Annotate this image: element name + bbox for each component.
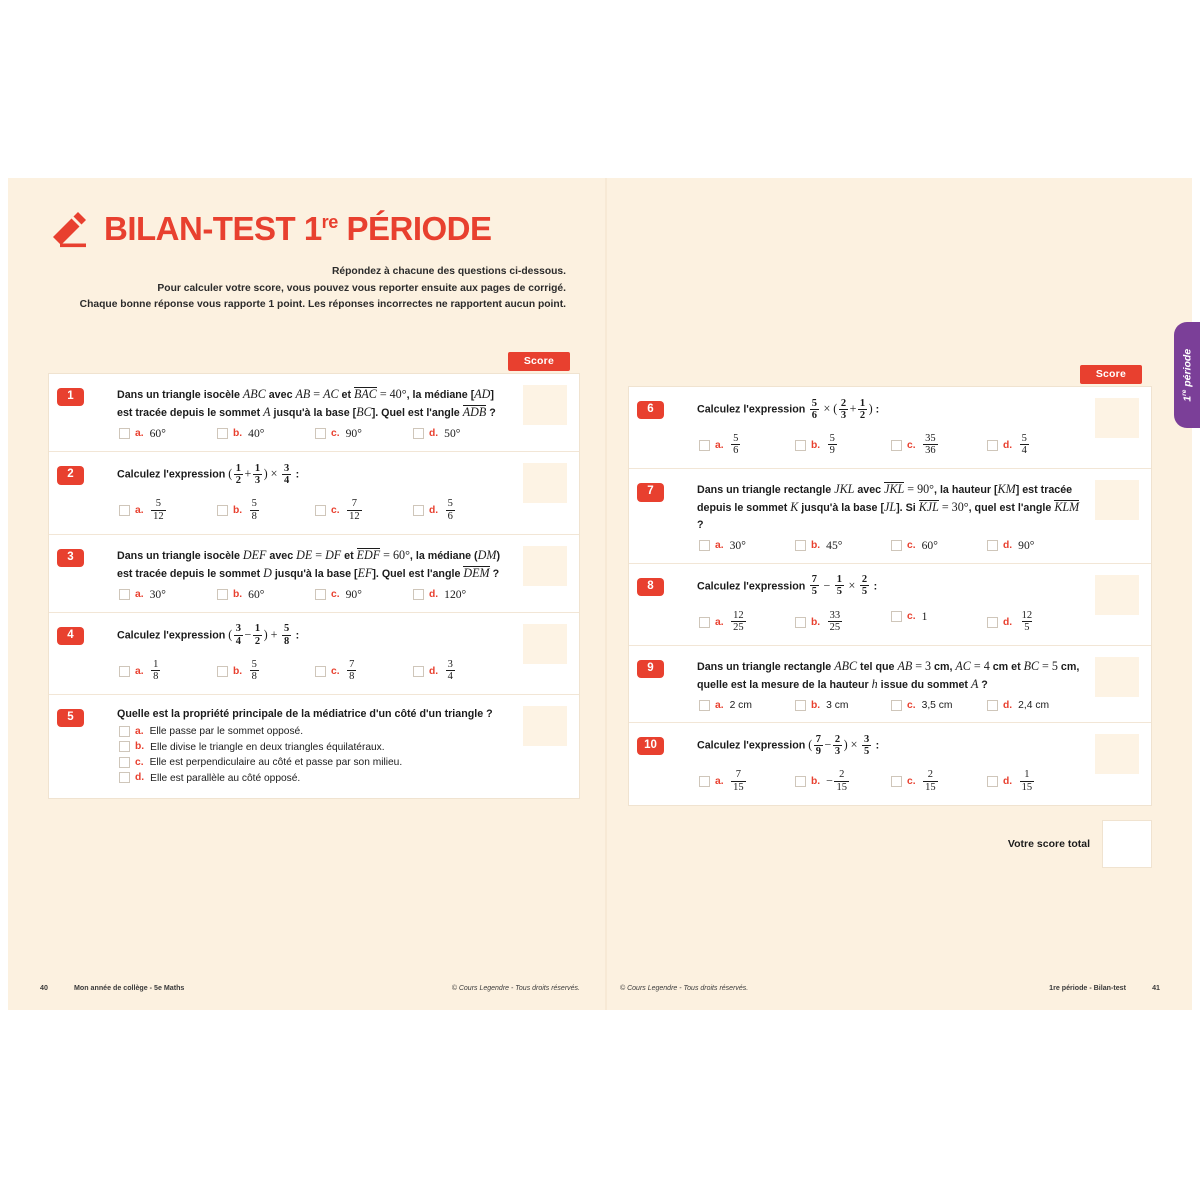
option-value: $\frac{33}{25}$: [829, 609, 841, 634]
question-body: [697, 723, 1089, 804]
option-value: − $\frac{2}{15}$: [826, 769, 847, 793]
footer-page-number: 41: [1152, 984, 1160, 992]
option-letter: b.: [135, 741, 145, 753]
score-input-box[interactable]: [1095, 575, 1139, 615]
answer-checkbox[interactable]: [891, 611, 902, 622]
option-letter: b.: [233, 588, 243, 600]
option-letter: a.: [715, 439, 724, 451]
option-letter: b.: [811, 616, 821, 628]
question-list-left: [48, 373, 580, 799]
total-score-label: Votre score total: [1007, 837, 1090, 850]
option-group: [117, 427, 511, 440]
option-value: 1: [921, 610, 928, 624]
answer-checkbox[interactable]: [699, 440, 710, 451]
score-input-box[interactable]: [1095, 657, 1139, 697]
answer-option[interactable]: [413, 588, 511, 601]
option-value: Elle divise le triangle en deux triangles équilatéraux.: [150, 741, 385, 753]
answer-checkbox[interactable]: [699, 540, 710, 551]
answer-checkbox[interactable]: [217, 428, 228, 439]
answer-checkbox[interactable]: [217, 666, 228, 677]
question-body: [117, 535, 517, 612]
option-value: Elle est parallèle au côté opposé.: [150, 772, 301, 784]
option-group: [117, 660, 511, 684]
option-value: 3,5 cm: [921, 700, 953, 712]
answer-checkbox[interactable]: [119, 772, 130, 783]
answer-checkbox[interactable]: [315, 505, 326, 516]
footer-copyright: © Cours Legendre - Tous droits réservés.: [620, 985, 749, 992]
answer-option[interactable]: [217, 499, 315, 523]
question-number-badge: 4: [57, 627, 84, 645]
right-page: [600, 178, 1192, 1010]
answer-option[interactable]: [987, 539, 1083, 552]
answer-checkbox[interactable]: [217, 589, 228, 600]
question-number-cell: [629, 564, 697, 645]
question-row: [49, 374, 579, 452]
question-text: Quelle est la propriété principale de la médiatrice d'un côté d'un triangle ?: [117, 708, 493, 721]
option-value: 90°: [1018, 538, 1035, 552]
answer-checkbox[interactable]: [119, 666, 130, 677]
question-number-cell: [629, 723, 697, 804]
question-number-badge: 9: [637, 660, 664, 678]
answer-option[interactable]: [795, 699, 891, 711]
question-number-cell: [49, 535, 117, 612]
option-letter: d.: [1003, 616, 1013, 628]
answer-option[interactable]: [217, 427, 315, 440]
option-letter: b.: [233, 505, 243, 517]
page-header: [48, 178, 580, 250]
option-value: $\frac{1}{15}$: [1021, 769, 1033, 793]
answer-option[interactable]: [315, 660, 413, 684]
period-side-tab[interactable]: [1174, 322, 1200, 428]
score-cell: [517, 374, 579, 451]
answer-checkbox[interactable]: [891, 440, 902, 451]
option-value: $\frac{5}{12}$: [153, 498, 164, 522]
option-group: [117, 499, 511, 523]
footer-section: 1re période - Bilan-test: [1049, 984, 1126, 992]
option-letter: d.: [429, 665, 439, 677]
answer-option[interactable]: [795, 539, 891, 552]
score-cell: [1089, 646, 1151, 722]
answer-option[interactable]: [413, 499, 511, 523]
question-body: [697, 646, 1089, 722]
option-letter: b.: [233, 665, 243, 677]
option-letter: c.: [331, 428, 340, 440]
option-value: 90°: [345, 427, 362, 441]
option-value: $\frac{35}{36}$: [925, 433, 936, 457]
option-value: $\frac{3}{4}$: [447, 659, 453, 683]
score-input-box[interactable]: [1095, 480, 1139, 520]
score-input-box[interactable]: [523, 463, 567, 503]
question-number-badge: 8: [637, 578, 664, 596]
answer-option[interactable]: [795, 434, 891, 458]
question-body: [117, 374, 517, 451]
answer-checkbox[interactable]: [987, 776, 998, 787]
score-badge: Score: [508, 352, 570, 371]
page-title: [104, 210, 492, 248]
answer-option[interactable]: [987, 699, 1083, 711]
answer-option[interactable]: [697, 610, 795, 634]
question-body: [697, 564, 1089, 645]
option-letter: c.: [907, 539, 916, 551]
answer-checkbox[interactable]: [119, 741, 130, 752]
question-row: [49, 535, 579, 613]
answer-checkbox[interactable]: [413, 428, 424, 439]
option-value: 60°: [921, 538, 938, 552]
score-cell: [517, 452, 579, 533]
answer-checkbox[interactable]: [891, 540, 902, 551]
option-value: 3 cm: [826, 700, 849, 712]
option-value: $\frac{5}{8}$: [251, 498, 257, 522]
option-value: 40°: [248, 427, 265, 441]
answer-option[interactable]: [891, 699, 987, 711]
score-header-right: [628, 365, 1152, 384]
question-text: Calculez l'expression $\frac{5}{6}$ × ( $\frac{2}{3}$ + $\frac{1}{2}$ ) :: [697, 397, 880, 421]
answer-checkbox[interactable]: [315, 428, 326, 439]
score-cell: [517, 613, 579, 694]
question-body: [697, 387, 1089, 468]
title-rest: PÉRIODE: [337, 210, 492, 247]
answer-checkbox[interactable]: [987, 440, 998, 451]
answer-option[interactable]: [217, 588, 315, 601]
answer-checkbox[interactable]: [987, 540, 998, 551]
answer-checkbox[interactable]: [699, 700, 710, 711]
answer-checkbox[interactable]: [795, 617, 806, 628]
answer-checkbox[interactable]: [413, 666, 424, 677]
option-value: 30°: [729, 538, 746, 552]
answer-checkbox[interactable]: [315, 589, 326, 600]
answer-option[interactable]: [117, 756, 511, 768]
option-letter: d.: [429, 588, 439, 600]
option-value: $\frac{2}{15}$: [925, 769, 936, 793]
question-number-cell: [49, 452, 117, 533]
option-group: [697, 539, 1083, 552]
question-number-badge: 1: [57, 388, 84, 406]
question-row: [49, 452, 579, 534]
option-letter: a.: [715, 776, 724, 788]
footer-left: [8, 984, 600, 992]
answer-option[interactable]: [987, 770, 1083, 794]
option-letter: b.: [811, 776, 821, 788]
answer-checkbox[interactable]: [119, 589, 130, 600]
answer-checkbox[interactable]: [119, 726, 130, 737]
option-letter: c.: [907, 439, 916, 451]
score-input-box[interactable]: [1095, 398, 1139, 438]
option-value: $\frac{7}{8}$: [349, 659, 355, 683]
option-letter: c.: [907, 776, 916, 788]
question-number-badge: 5: [57, 709, 84, 727]
option-letter: a.: [135, 588, 144, 600]
option-value: 45°: [826, 538, 843, 552]
option-letter: d.: [1003, 439, 1013, 451]
score-input-box[interactable]: [523, 385, 567, 425]
option-value: $\frac{7}{12}$: [349, 498, 360, 522]
option-letter: d.: [429, 505, 439, 517]
answer-checkbox[interactable]: [795, 440, 806, 451]
intro-line-3: Chaque bonne réponse vous rapporte 1 point. Les réponses incorrectes ne rapportent aucun point.: [79, 299, 566, 311]
answer-option[interactable]: [891, 610, 987, 623]
question-row: [629, 564, 1151, 646]
answer-checkbox[interactable]: [119, 757, 130, 768]
option-value: $\frac{5}{6}$: [447, 498, 453, 522]
option-group: [697, 434, 1083, 458]
answer-checkbox[interactable]: [987, 700, 998, 711]
answer-checkbox[interactable]: [413, 505, 424, 516]
score-badge: Score: [1080, 365, 1142, 384]
option-value: 30°: [149, 587, 166, 601]
answer-option[interactable]: [117, 772, 511, 784]
answer-option[interactable]: [117, 588, 217, 601]
question-body: [117, 452, 517, 533]
question-number-cell: [49, 613, 117, 694]
answer-checkbox[interactable]: [315, 666, 326, 677]
option-value: Elle passe par le sommet opposé.: [149, 726, 304, 738]
answer-option[interactable]: [697, 770, 795, 794]
score-cell: [1089, 564, 1151, 645]
question-text: Dans un triangle rectangle JKL avec JKL = 90°, la hauteur [KM] est tracée depuis le sommet K jusqu'à la base [JL]. Si KJL = 30°, quel est l'angle KLM ?: [697, 482, 1080, 531]
question-number-badge: 3: [57, 549, 84, 567]
question-number-cell: [629, 646, 697, 722]
score-input-box[interactable]: [523, 706, 567, 746]
question-number-cell: [629, 387, 697, 468]
option-value: 90°: [345, 587, 362, 601]
answer-checkbox[interactable]: [413, 589, 424, 600]
answer-option[interactable]: [315, 499, 413, 523]
answer-option[interactable]: [891, 434, 987, 458]
footer-copyright: © Cours Legendre - Tous droits réservés.: [451, 985, 580, 992]
answer-option[interactable]: [117, 427, 217, 440]
question-number-badge: 2: [57, 466, 84, 484]
question-number-cell: [49, 695, 117, 798]
answer-option[interactable]: [315, 588, 413, 601]
score-cell: [1089, 723, 1151, 804]
option-value: $\frac{7}{15}$: [733, 769, 744, 793]
question-row: [49, 695, 579, 798]
question-number-cell: [49, 374, 117, 451]
answer-option[interactable]: [795, 610, 891, 634]
question-row: [629, 723, 1151, 804]
workbook-spread: [8, 178, 1192, 1010]
question-text: Calculez l'expression ( $\frac{7}{9}$ − $\frac{2}{3}$ ) × $\frac{3}{5}$ :: [697, 733, 880, 758]
option-group: [697, 699, 1083, 711]
option-letter: d.: [1003, 699, 1013, 711]
score-cell: [517, 535, 579, 612]
question-text: Dans un triangle isocèle DEF avec DE = DF et EDF = 60°, la médiane (DM) est tracée depuis le sommet D jusqu'à la base [EF]. Quel est l'angle DEM ?: [117, 547, 500, 580]
answer-checkbox[interactable]: [795, 700, 806, 711]
option-letter: c.: [135, 756, 144, 768]
option-letter: b.: [233, 428, 243, 440]
option-value: $\frac{5}{4}$: [1021, 433, 1027, 457]
question-row: [629, 646, 1151, 723]
question-body: [117, 695, 517, 798]
question-text: Dans un triangle isocèle ABC avec AB = AC et BAC = 40°, la médiane [AD] est tracée depuis le sommet A jusqu'à la base [BC]. Quel est l'angle ADB ?: [117, 387, 496, 420]
option-letter: c.: [907, 699, 916, 711]
total-score-row: [628, 820, 1152, 868]
option-value: $\frac{1}{8}$: [153, 659, 159, 683]
option-group: [117, 725, 511, 784]
option-group: [697, 770, 1083, 794]
option-letter: d.: [1003, 539, 1013, 551]
answer-option[interactable]: [217, 660, 315, 684]
answer-checkbox[interactable]: [699, 776, 710, 787]
answer-option[interactable]: [987, 434, 1083, 458]
left-page: [8, 178, 600, 1010]
answer-option[interactable]: [413, 427, 511, 440]
option-letter: d.: [429, 428, 439, 440]
question-text: Calculez l'expression $\frac{7}{5}$ − $\frac{1}{5}$ × $\frac{2}{5}$ :: [697, 574, 878, 598]
answer-option[interactable]: [987, 610, 1083, 634]
score-header-left: [48, 352, 580, 371]
question-row: [629, 469, 1151, 563]
answer-option[interactable]: [697, 539, 795, 552]
score-cell: [1089, 387, 1151, 468]
option-letter: c.: [331, 665, 340, 677]
intro-text: [48, 264, 580, 314]
answer-option[interactable]: [891, 770, 987, 794]
option-value: $\frac{5}{9}$: [829, 433, 835, 457]
option-letter: b.: [811, 699, 821, 711]
question-row: [629, 387, 1151, 469]
question-number-cell: [629, 469, 697, 562]
question-text: Dans un triangle rectangle ABC tel que AB = 3 cm, AC = 4 cm et BC = 5 cm, quelle est la mesure de la hauteur h issue du sommet A ?: [697, 658, 1080, 692]
score-input-box[interactable]: [523, 624, 567, 664]
answer-checkbox[interactable]: [699, 617, 710, 628]
answer-checkbox[interactable]: [987, 617, 998, 628]
answer-checkbox[interactable]: [119, 505, 130, 516]
question-list-right: [628, 386, 1152, 806]
answer-checkbox[interactable]: [217, 505, 228, 516]
option-letter: a.: [135, 665, 144, 677]
option-letter: a.: [135, 505, 144, 517]
answer-checkbox[interactable]: [891, 700, 902, 711]
score-input-box[interactable]: [1095, 734, 1139, 774]
score-cell: [517, 695, 579, 798]
question-text: Calculez l'expression ( $\frac{1}{2}$ + $\frac{1}{3}$ ) × $\frac{3}{4}$ :: [117, 462, 300, 487]
option-letter: a.: [715, 616, 724, 628]
option-letter: a.: [135, 428, 144, 440]
score-cell: [1089, 469, 1151, 562]
answer-option[interactable]: [891, 539, 987, 552]
option-letter: a.: [135, 725, 144, 737]
footer-right: [600, 984, 1192, 992]
option-letter: a.: [715, 699, 724, 711]
answer-option[interactable]: [315, 427, 413, 440]
question-number-badge: 7: [637, 483, 664, 501]
option-letter: d.: [1003, 776, 1013, 788]
question-body: [697, 469, 1089, 562]
title-main: BILAN-TEST 1: [104, 210, 322, 247]
answer-option[interactable]: [413, 660, 511, 684]
title-superscript: re: [321, 212, 338, 232]
option-value: 60°: [149, 427, 166, 441]
question-body: [117, 613, 517, 694]
answer-option[interactable]: [117, 499, 217, 523]
option-value: 2,4 cm: [1018, 700, 1050, 712]
option-letter: d.: [135, 772, 145, 784]
option-value: 50°: [444, 427, 461, 441]
option-value: $\frac{12}{5}$: [1021, 609, 1033, 634]
option-value: 60°: [248, 587, 265, 601]
intro-line-1: Répondez à chacune des questions ci-dessous.: [331, 266, 566, 277]
score-input-box[interactable]: [523, 546, 567, 586]
option-value: 2 cm: [729, 700, 752, 712]
answer-option[interactable]: [795, 770, 891, 794]
question-number-badge: 10: [637, 737, 664, 755]
answer-checkbox[interactable]: [795, 540, 806, 551]
pencil-icon: [48, 208, 90, 250]
option-letter: b.: [811, 439, 821, 451]
answer-option[interactable]: [117, 660, 217, 684]
answer-option[interactable]: [697, 434, 795, 458]
question-row: [49, 613, 579, 695]
answer-option[interactable]: [117, 725, 511, 737]
side-tab-label: 1re période: [1180, 348, 1194, 402]
answer-checkbox[interactable]: [795, 776, 806, 787]
option-value: $\frac{5}{6}$: [733, 433, 739, 457]
answer-checkbox[interactable]: [119, 428, 130, 439]
option-value: $\frac{5}{8}$: [251, 659, 257, 683]
option-value: 120°: [444, 587, 467, 601]
answer-option[interactable]: [117, 741, 511, 753]
question-number-badge: 6: [637, 401, 664, 419]
option-letter: c.: [907, 611, 916, 623]
option-letter: c.: [331, 588, 340, 600]
footer-page-number: 40: [40, 984, 48, 992]
footer-book-title: Mon année de collège - 5e Maths: [74, 984, 185, 992]
intro-line-2: Pour calculer votre score, vous pouvez vous reporter ensuite aux pages de corrigé.: [157, 282, 566, 294]
answer-checkbox[interactable]: [891, 776, 902, 787]
answer-option[interactable]: [697, 699, 795, 711]
total-score-box[interactable]: [1102, 820, 1152, 868]
option-group: [117, 588, 511, 601]
option-value: Elle est perpendiculaire au côté et passe par son milieu.: [149, 757, 403, 769]
question-text: Calculez l'expression ( $\frac{3}{4}$ − $\frac{1}{2}$ ) + $\frac{5}{8}$ :: [117, 623, 300, 647]
option-letter: a.: [715, 539, 724, 551]
option-group: [697, 610, 1083, 634]
option-value: $\frac{12}{25}$: [733, 609, 744, 634]
option-letter: c.: [331, 505, 340, 517]
option-letter: b.: [811, 539, 821, 551]
